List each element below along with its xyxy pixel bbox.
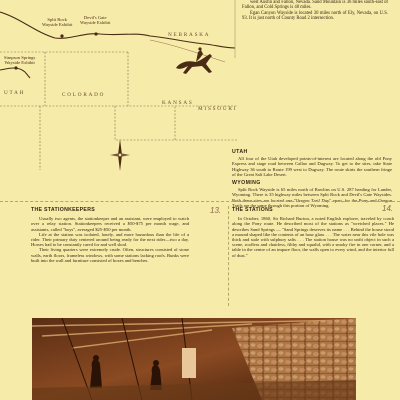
simpson-springs-label: Simpson Springs Wayside Exhibit — [4, 55, 36, 66]
devils-gate-marker — [94, 32, 97, 35]
compass-rose — [110, 139, 130, 171]
state-directions — [232, 146, 392, 208]
page-fold-line — [0, 201, 400, 202]
stationkeepers-section — [31, 208, 189, 263]
pony-express-route-utah — [0, 68, 30, 78]
stationkeepers-paragraph-3: Their living quarters were extremely crude. Often, structures consisted of stone walls, earth floors, frameless windows, with some stations lacking roofs. Bunks were built into the wall and furniture consisted of boxes and benches. — [31, 247, 189, 263]
pony-express-map — [0, 0, 238, 202]
stationkeepers-heading: THE STATIONKEEPERS — [31, 207, 96, 213]
devils-gate-label: Devil's Gate Wayside Exhibit — [80, 15, 111, 26]
page-number-right: 14. — [382, 204, 394, 213]
pony-rider-silhouette — [176, 47, 212, 74]
simpson-springs-marker — [14, 66, 17, 69]
wyoming-paragraph: Split Rock Wayside is 65 miles north of Rawlins on U.S. 287 heading for Lander, Wyoming. There is 35 highway miles between Split Rock and Devil's Gate Waysides. Both these sites are located one "Oregon Trail Day" apart, for the Pony and Oregon Trails are the same through this portion of Wyoming. — [232, 187, 392, 208]
stations-paragraph-1: In October, 1860, Sir Richard Burton, a noted English explorer, traveled by coach along the Pony route. He described most of the stations as "wretched places." He describes Sand Springs — "Sand Springs deserves its name . . . Behind the house stood a mound shaped like the contents of an hour glass . . . The water near this vile hole was thick and stale with sulphury salts . . . The station house was no unfit object in such a scene, roofless and chairless, filthy and squalid, with a smoky fire in one corner, and a table in the centre of an impure floor, the walls open to every wind, and the interior full of dust." — [232, 216, 394, 258]
nevada-directions — [242, 0, 388, 21]
split-rock-label: Split Rock Wayside Exhibit — [42, 17, 73, 28]
stationkeepers-paragraph-2: Life at the station was isolated, lonely, and more hazardous than the life of a rider. Their primary duty centered around being ready for the next rider—two a day. Horses had to be constantly cared for and well shod. — [31, 231, 189, 248]
state-label-missouri: MISSOURI — [198, 106, 238, 112]
platte-river — [150, 40, 225, 62]
nevada-paragraph-1: west Austin and Fallon, Nevada. Sand Mountain is 36 miles south-east of Fallon, and Cold Springs is 48 miles. — [242, 0, 388, 11]
wyoming-heading: WYOMING — [232, 180, 261, 187]
utah-paragraph: All four of the Utah developed points-of-interest are located along the old Pony Express and stage road between Callao and Dugway. To get to the sites, take State Highway 36 south to Route 199 west to Dugway. The route skirts the southern fringe of the Great Salt Lake Desert. — [232, 156, 392, 177]
pony-express-route — [0, 12, 235, 48]
state-label-nebraska: NEBRASKA — [168, 32, 211, 38]
state-label-colorado: COLORADO — [62, 92, 106, 98]
state-label-utah: UTAH — [4, 90, 26, 96]
nevada-paragraph-2: Egan Canyon Wayside is located 30 miles north of Ely, Nevada, on U.S. 93. It is just north of County Road 2 intersection. — [242, 10, 388, 21]
stations-heading: THE STATIONS — [232, 207, 273, 213]
utah-heading: UTAH — [232, 149, 248, 155]
station-interior-photo — [32, 318, 356, 400]
column-fold-line — [228, 206, 229, 306]
stationkeepers-paragraph-1: Usually two agents, the stationkeeper and an assistant, were employed to watch over a relay station. Stationkeepers received a $50-$75 per month wage, and assistants, called "boys", averaged $25-$50 per month. — [31, 216, 189, 232]
split-rock-marker — [60, 34, 63, 37]
page-number-left: 13. — [210, 206, 222, 215]
state-label-kansas: KANSAS — [162, 100, 194, 106]
stations-section — [232, 208, 394, 258]
